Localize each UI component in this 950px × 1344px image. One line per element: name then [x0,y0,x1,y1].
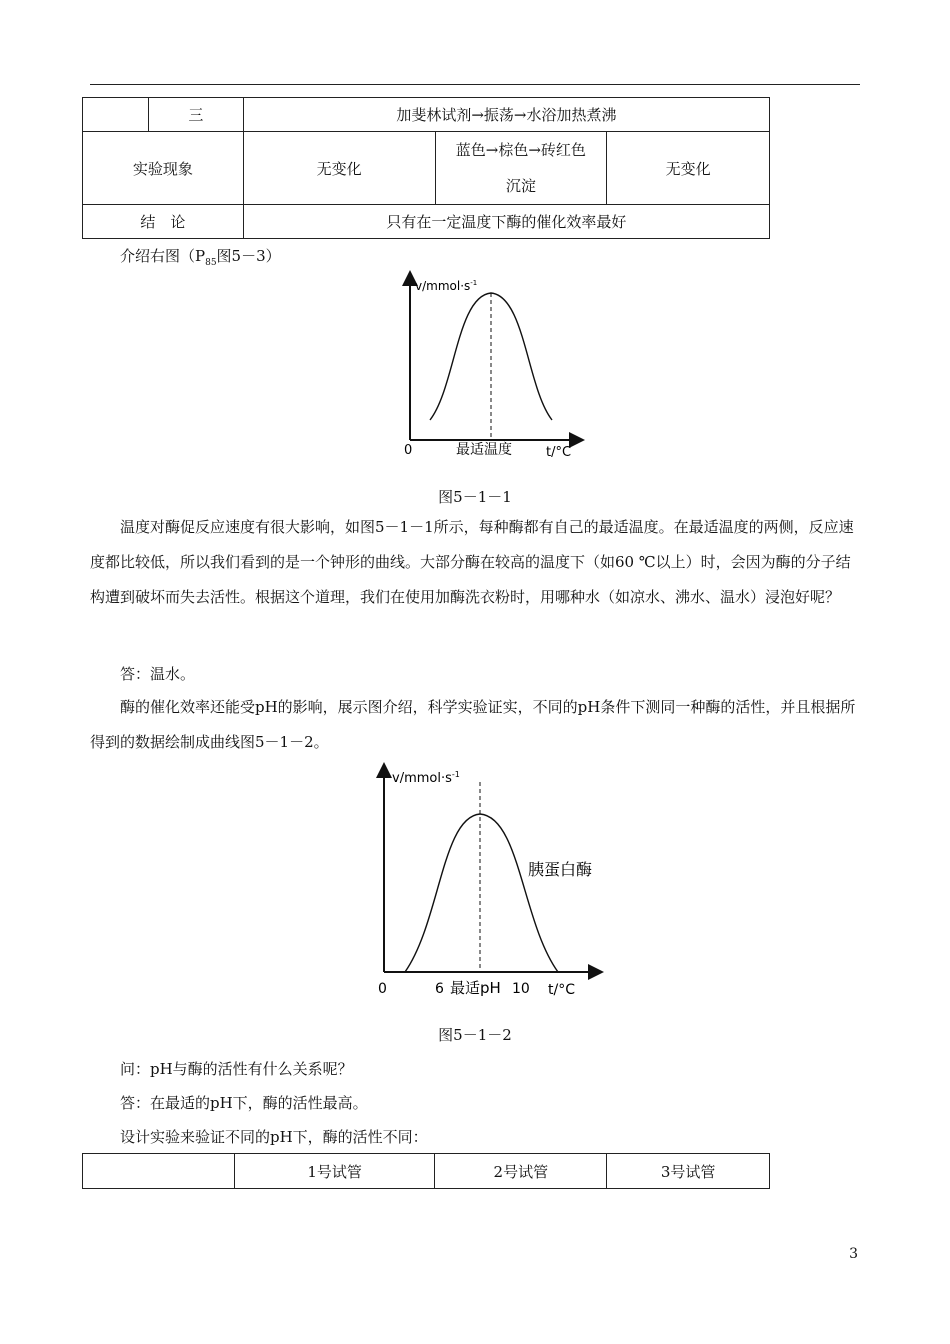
curve-label: 胰蛋白酶 [528,860,593,879]
table-cell: 无变化 [243,132,435,205]
table-cell: 无变化 [607,132,770,205]
table-row [83,132,770,205]
table-cell: 结 论 [83,205,244,239]
tick-label-10: 10 [512,981,530,997]
header-rule [90,84,860,85]
table-cell: 实验现象 [83,132,244,205]
table-row [83,98,770,132]
table-row [83,1154,770,1189]
page-number: 3 [849,1246,858,1262]
test-tube-table [82,1153,770,1189]
answer-text-2: 答：在最适的pH下，酶的活性最高。 [120,1094,368,1112]
origin-label: 0 [404,443,413,458]
bell-curve [405,814,558,972]
table-cell: 三 [148,98,243,132]
peak-label: 最适pH [450,979,501,997]
design-text: 设计实验来验证不同的pH下，酶的活性不同： [120,1128,428,1146]
experiment-table [82,97,770,239]
x-axis-label: t/°C [548,982,575,998]
answer-text: 答：温水。 [120,665,196,683]
temperature-curve-figure [395,268,595,468]
table-cell: 只有在一定温度下酶的催化效率最好 [243,205,769,239]
table-cell: 3号试管 [607,1154,770,1189]
y-axis-label: $v/mmol\cdot s^{-1}$ [415,279,478,293]
intro-text [120,246,281,273]
intro-suffix: 图5－3） [216,247,281,265]
peak-label: 最适温度 [456,442,512,458]
table-row [83,205,770,239]
paragraph-ph: 酶的催化效率还能受pH的影响，展示图介绍，科学实验证实，不同的pH条件下测同一种酶的活性，并且根据所得到的数据绘制成曲线图5－1－2。 [90,698,856,751]
table-cell [435,132,607,205]
origin-label: 0 [378,981,387,997]
table-cell: 加斐林试剂→振荡→水浴加热煮沸 [243,98,769,132]
question-text: 问：pH与酶的活性有什么关系呢？ [120,1060,353,1078]
table-cell [83,1154,235,1189]
figure-caption-1: 图5－1－1 [438,488,512,506]
figure-caption-2: 图5－1－2 [438,1026,512,1044]
x-axis-label: t/°C [546,445,572,460]
paragraph-temperature: 温度对酶促反应速度有很大影响，如图5－1－1所示，每种酶都有自己的最适温度。在最适温度的两侧，反应速度都比较低，所以我们看到的是一个钟形的曲线。大部分酶在较高的温度下（如60 ℃以上）时，会因为酶的分子结构遭到破坏而失去活性。根据这个道理，我们在使用加酶洗衣粉时，用哪种水（如凉水、沸水、温水）浸泡好呢？ [90,518,854,606]
intro-sub: 85 [205,258,217,268]
y-axis-label: $v/mmol\cdot s^{-1}$ [392,770,460,786]
tick-label-6: 6 [435,981,444,997]
table-cell: 1号试管 [234,1154,435,1189]
cell-line: 蓝色→棕色→砖红色 [455,141,586,159]
table-cell: 2号试管 [435,1154,607,1189]
ph-curve-figure [370,762,610,1002]
intro-prefix: 介绍右图（P [120,247,206,265]
cell-line: 沉淀 [505,177,536,195]
table-cell [83,98,149,132]
